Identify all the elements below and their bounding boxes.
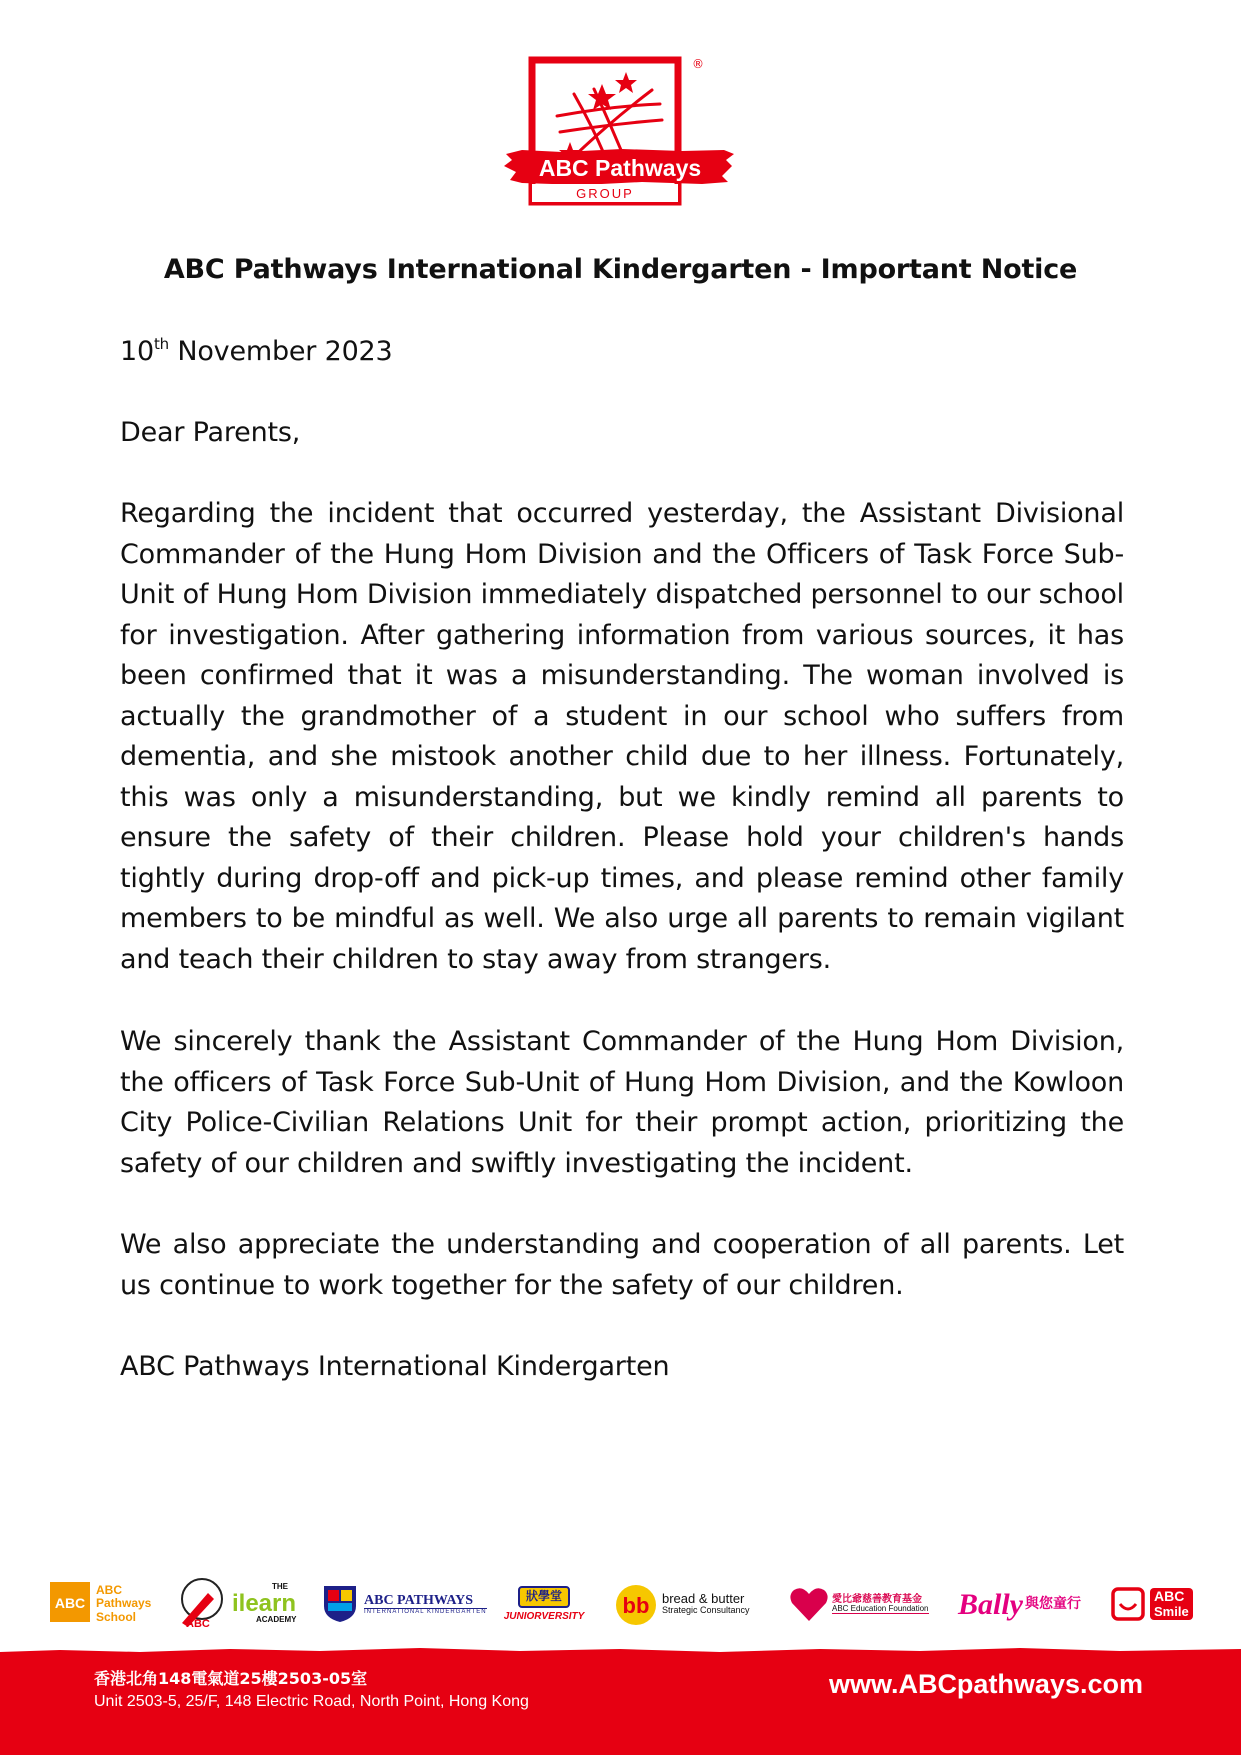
foundation-line2: ABC Education Foundation	[832, 1603, 929, 1613]
abc-rocket-logo	[168, 1572, 228, 1636]
school-logo-line1: ABC	[96, 1583, 122, 1598]
paragraph-incident: Regarding the incident that occurred yesterday, the Assistant Divisional Commander of the Hung Hom Division and the Officers of Task Force Sub-Unit of Hung Hom Division immediately dispatched personnel to our school for investigation. After gathering information from various sources, it has been confirmed that it was a misunderstanding. The woman involved is actually the grandmother of a student in our school who suffers from dementia, and she mistook another child due to her illness. Fortunately, this was only a misunderstanding, but we kindly remind all parents to ensure the safety of their children. Please hold your children's hands tightly during drop-off and pick-up times, and please remind other family members to be mindful as well. We also urge all parents to remain vigilant and teach their children to stay away from strangers.	[120, 498, 1124, 975]
notice-date	[120, 332, 1124, 373]
svg-text:bb: bb	[622, 1593, 650, 1618]
school-logo-line3: School	[96, 1609, 137, 1624]
notice-title: ABC Pathways International Kindergarten - Important Notice	[163, 254, 1078, 285]
bb-line1: bread & butter	[662, 1590, 745, 1606]
address-english: Unit 2503-5, 25/F, 148 Electric Road, North Point, Hong Kong	[94, 1693, 529, 1710]
rocket-logo-text: ABC	[186, 1618, 210, 1630]
foundation-line1: 愛比爺慈善教育基金	[832, 1593, 922, 1605]
bally-wordmark: Bally	[958, 1587, 1023, 1621]
bally-logo	[958, 1572, 1098, 1636]
kg-logo-line1: ABC PATHWAYS	[364, 1592, 474, 1608]
bread-and-butter-logo	[612, 1572, 752, 1636]
abc-smile-logo	[1110, 1572, 1202, 1636]
ilearn-academy-logo	[232, 1572, 308, 1636]
date-month-year: November 2023	[168, 336, 393, 367]
abc-education-foundation-logo	[788, 1572, 948, 1636]
smile-line1: ABC	[1154, 1588, 1185, 1605]
svg-text:ABC: ABC	[54, 1595, 86, 1611]
school-logo-line2: Pathways	[96, 1596, 152, 1611]
address-chinese: 香港北角148電氣道25樓2503-05室	[94, 1669, 368, 1688]
paragraph-thanks: We sincerely thank the Assistant Commander of the Hung Hom Division, the officers of Task Force Sub-Unit of Hung Hom Division, and the Kowloon City Police-Civilian Relations Unit for their prompt action, prioritizing the safety of our children and swiftly investigating the incident.	[120, 1026, 1124, 1179]
smile-line2: Smile	[1154, 1603, 1189, 1619]
date-suffix: th	[153, 335, 169, 353]
website-link[interactable]: www.ABCpathways.com	[828, 1669, 1143, 1699]
paragraph-appreciation: We also appreciate the understanding and cooperation of all parents. Let us continue to work together for the safety of our children.	[120, 1229, 1124, 1301]
signoff: ABC Pathways International Kindergarten	[120, 1351, 670, 1382]
kg-logo-line2: INTERNATIONAL KINDERGARTEN	[364, 1608, 487, 1615]
abc-pathways-school-logo	[48, 1572, 166, 1636]
jv-chinese: 狀學堂	[518, 1586, 570, 1607]
abc-pathways-group-logo	[502, 54, 738, 230]
ilearn-wordmark: ilearn	[232, 1590, 297, 1617]
ilearn-academy: ACADEMY	[256, 1615, 297, 1624]
logo-group-text: GROUP	[576, 186, 634, 201]
ilearn-the: THE	[272, 1582, 288, 1592]
salutation: Dear Parents,	[120, 417, 301, 448]
bally-chinese: 與您童行	[1025, 1595, 1081, 1612]
registered-mark: ®	[692, 57, 704, 71]
abc-pathways-kindergarten-logo	[322, 1572, 498, 1636]
junior-versity-logo	[504, 1572, 584, 1636]
partner-logos-row	[40, 1572, 1210, 1636]
jv-wordmark: JUNIORVERSITY	[503, 1610, 585, 1622]
date-day: 10	[120, 336, 154, 367]
logo-brand-text: ABC Pathways	[538, 155, 702, 181]
bb-line2: Strategic Consultancy	[662, 1605, 750, 1616]
